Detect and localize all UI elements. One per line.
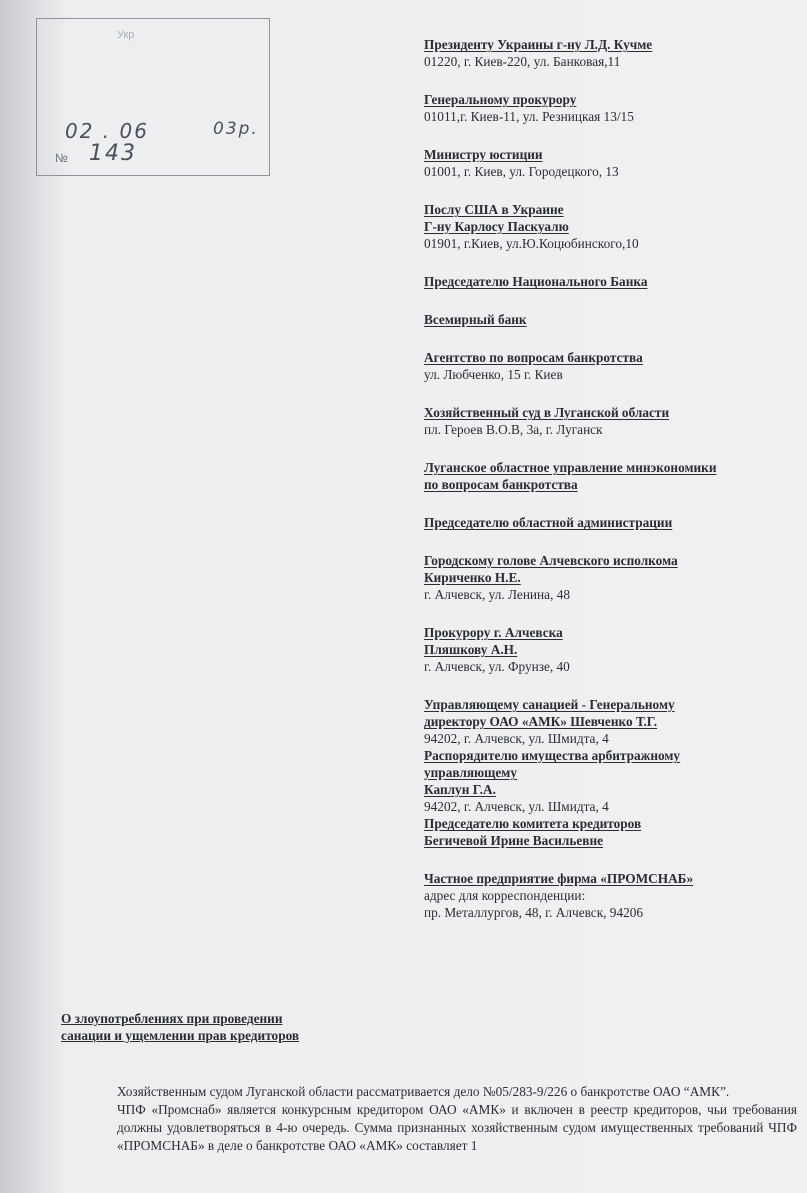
recipient-block [424,696,804,747]
recipient-address: 01901, г.Киев, ул.Ю.Коцюбинского,10 [424,236,639,251]
recipient-name: Управляющему санацией - Генеральному [424,697,675,712]
body-paragraph: ЧПФ «Промснаб» является конкурсным кредитором ОАО «АМК» и включен в реестр кредиторов, чьи требования должны удовлетворяться в 4-ю очередь. Сумма признанных хозяйственным судом имущественных требований ЧПФ «ПРОМСНАБ» в деле о банкротстве ОАО «АМК» составляет 1 [117,1102,797,1153]
stamp-date: 02 . 06 [65,119,149,143]
letter-subject [61,1010,299,1044]
recipient-address: г. Алчевск, ул. Фрунзе, 40 [424,659,570,674]
recipient-name: Послу США в Украине [424,202,564,217]
recipient-name: Г-ну Карлосу Паскуалю [424,219,569,234]
recipient-address: адрес для корреспонденции: [424,888,586,903]
recipient-name: по вопросам банкротства [424,477,578,492]
recipient-block [424,459,804,493]
recipient-name: Прокурору г. Алчевска [424,625,563,640]
recipient-name: Каплун Г.А. [424,782,496,797]
recipient-name: директору ОАО «АМК» Шевченко Т.Г. [424,714,658,729]
recipient-address: г. Алчевск, ул. Ленина, 48 [424,587,571,602]
recipient-block [424,870,804,921]
recipient-name: Председателю комитета кредиторов [424,816,642,831]
recipient-block [424,273,804,290]
recipient-address: пл. Героев В.О.В, 3а, г. Луганск [424,422,603,437]
recipient-name: Луганское областное управление минэкономики [424,460,717,475]
recipient-name: Агентство по вопросам банкротства [424,350,643,365]
recipient-name: Бегичевой Ирине Васильевне [424,833,604,848]
recipient-address: 01011,г. Киев-11, ул. Резницкая 13/15 [424,109,634,124]
recipient-block [424,815,804,849]
subject-line: санации и ущемлении прав кредиторов [61,1028,300,1043]
recipient-name: Председателю Национального Банка [424,274,648,289]
recipient-address: ул. Любченко, 15 г. Киев [424,367,563,382]
letter-body [61,1083,797,1155]
recipient-name: Городскому голове Алчевского исполкома [424,553,678,568]
recipient-name: Министру юстиции [424,147,543,162]
stamp-number-prefix: № [55,151,68,165]
recipient-block [424,91,804,125]
recipient-block [424,624,804,675]
recipient-name: Председателю областной администрации [424,515,673,530]
recipient-name: Частное предприятие фирма «ПРОМСНАБ» [424,871,694,886]
recipient-block [424,146,804,180]
recipient-name: Распорядителю имущества арбитражному [424,748,681,763]
stamp-number: 143 [89,141,137,166]
recipient-block [424,311,804,328]
recipient-address: 94202, г. Алчевск, ул. Шмидта, 4 [424,731,609,746]
recipients-block [424,36,804,942]
recipient-block [424,201,804,252]
recipient-name: Пляшкову А.Н. [424,642,518,657]
stamp-date-suffix: 03р. [213,119,259,139]
recipient-address: пр. Металлургов, 48, г. Алчевск, 94206 [424,905,644,920]
recipient-block [424,404,804,438]
registration-stamp [36,18,270,176]
recipient-address: 01001, г. Киев, ул. Городецкого, 13 [424,164,619,179]
recipient-name: Кириченко Н.Е. [424,570,521,585]
recipient-name: Хозяйственный суд в Луганской области [424,405,670,420]
recipient-name: управляющему [424,765,518,780]
recipient-block [424,349,804,383]
recipient-block [424,552,804,603]
recipient-name: Президенту Украины г-ну Л.Д. Кучме [424,37,653,52]
recipient-name: Всемирный банк [424,312,527,327]
recipient-name: Генеральному прокурору [424,92,577,107]
recipient-block [424,514,804,531]
recipient-address: 01220, г. Киев-220, ул. Банковая,11 [424,54,621,69]
recipient-address: 94202, г. Алчевск, ул. Шмидта, 4 [424,799,609,814]
recipient-block [424,36,804,70]
body-paragraph: Хозяйственным судом Луганской области рассматривается дело №05/283-9/226 о банкротстве ОАО “АМК”. [117,1084,730,1099]
subject-line: О злоупотреблениях при проведении [61,1011,283,1026]
stamp-faint-text: Укр [117,29,135,41]
recipient-block [424,747,804,815]
